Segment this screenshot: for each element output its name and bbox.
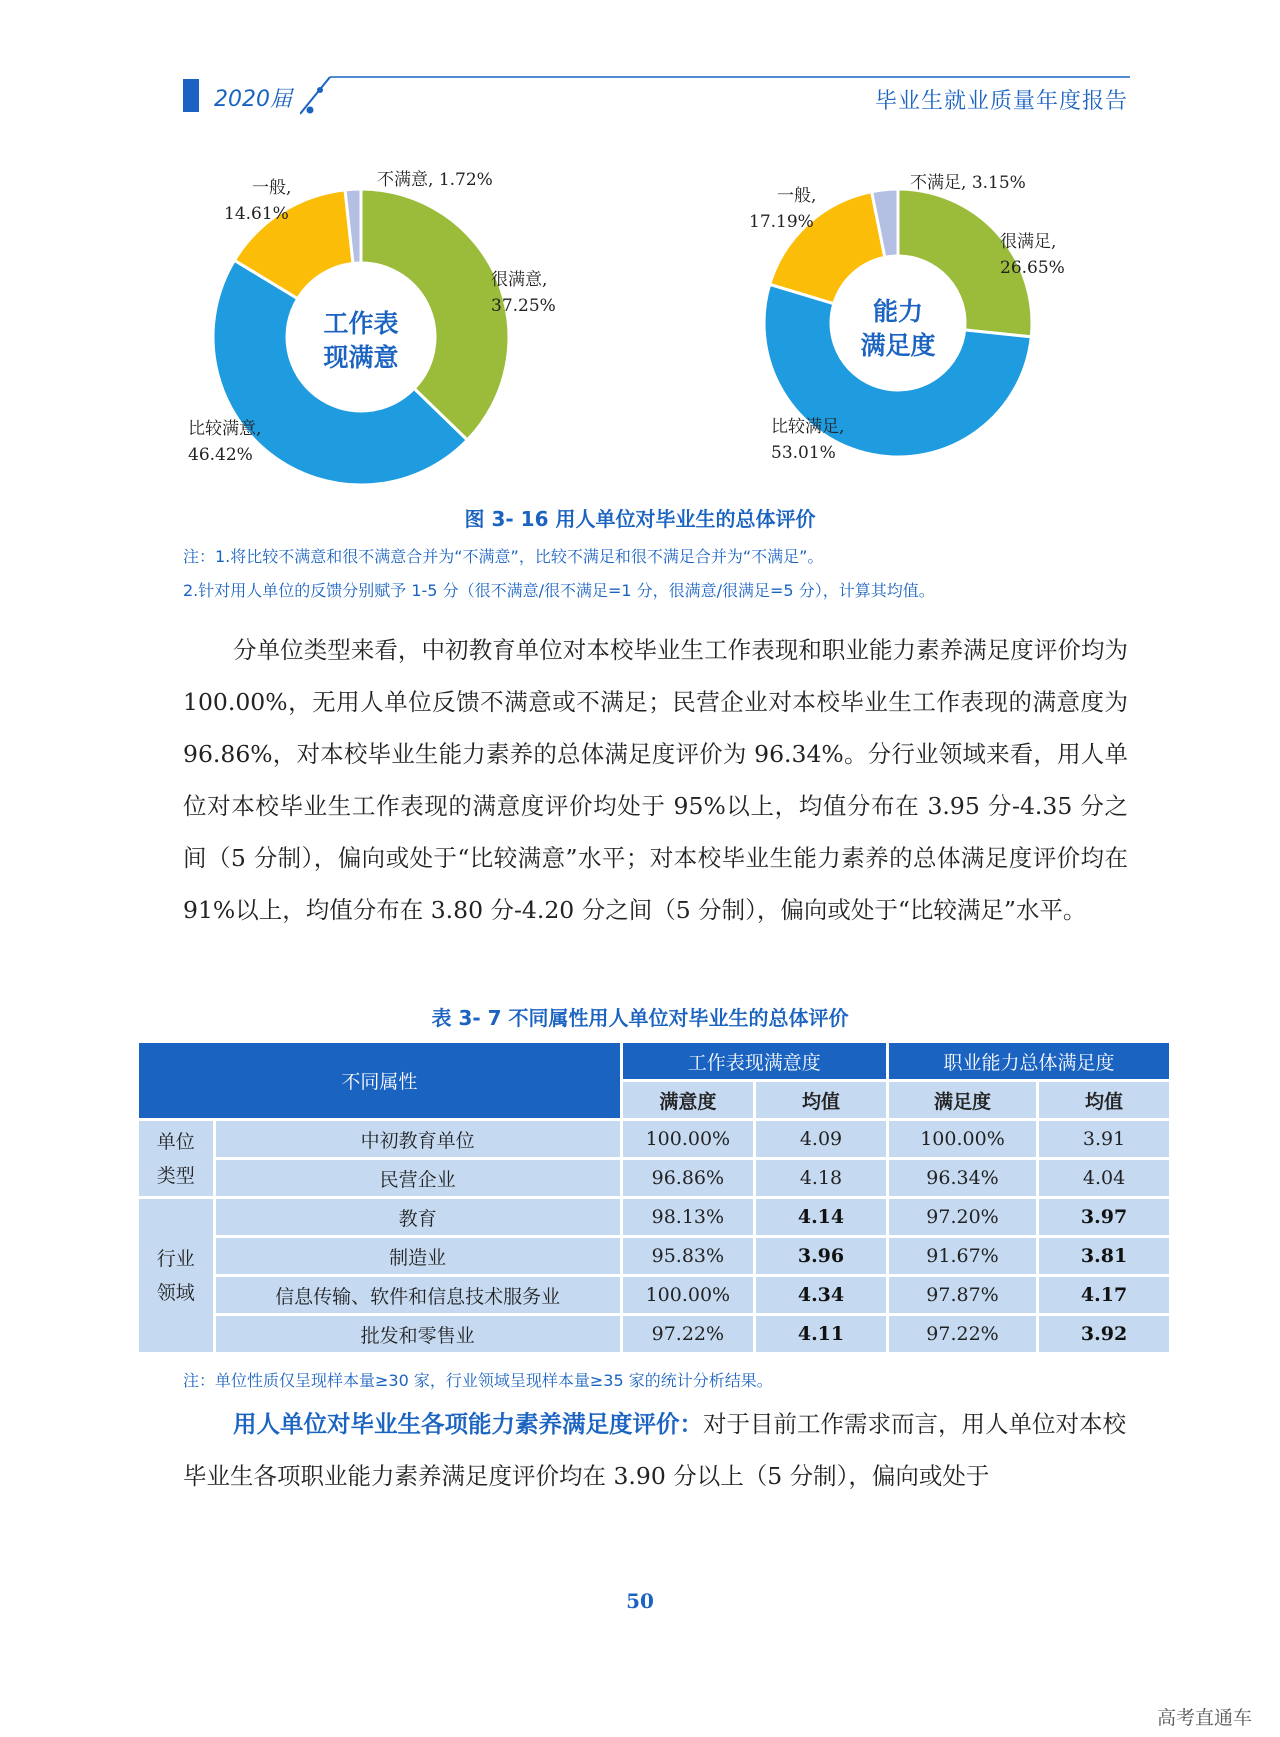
table-cell: 3.96	[756, 1238, 886, 1274]
pie1-label-neutral: 一般, 14.61%	[224, 178, 292, 224]
table-cell: 3.81	[1039, 1238, 1169, 1274]
table-cell: 3.92	[1039, 1316, 1169, 1352]
header-report-title: 毕业生就业质量年度报告	[874, 89, 1128, 114]
table-subheader: 满意度	[623, 1082, 753, 1118]
table-row-name: 信息传输、软件和信息技术服务业	[216, 1277, 620, 1313]
table-cell: 4.18	[756, 1160, 886, 1196]
table-cell: 4.11	[756, 1316, 886, 1352]
table-row	[139, 1160, 1169, 1196]
pie1-title-line1: 工作表	[323, 309, 399, 338]
table-cell: 95.83%	[623, 1238, 753, 1274]
pie2-label-fairly-met: 比较满足, 53.01%	[771, 417, 845, 463]
pie2-title-line1: 能力	[872, 297, 923, 326]
watermark-text: 高考直通车	[1156, 1707, 1252, 1729]
table-row	[139, 1199, 1169, 1235]
table-cell: 4.34	[756, 1277, 886, 1313]
table-group-unit-type: 单位类型	[139, 1121, 213, 1196]
pie2-label-unmet: 不满足, 3.15%	[910, 173, 1026, 193]
pie2-label-neutral: 一般, 17.19%	[749, 186, 817, 232]
figure-caption: 图 3- 16 用人单位对毕业生的总体评价	[464, 507, 816, 531]
figure-note-2: 2.针对用人单位的反馈分别赋予 1-5 分（很不满意/很不满足=1 分，很满意/很满足=5 分），计算其均值。	[183, 581, 935, 600]
body-paragraph-2	[183, 1398, 1128, 1502]
table-cell: 100.00%	[623, 1277, 753, 1313]
table-cell: 98.13%	[623, 1199, 753, 1235]
table-cell: 4.09	[756, 1121, 886, 1157]
table-row-name: 中初教育单位	[216, 1121, 620, 1157]
table-row-name: 教育	[216, 1199, 620, 1235]
table-cell: 4.14	[756, 1199, 886, 1235]
table-row-name: 批发和零售业	[216, 1316, 620, 1352]
pie1-label-dissatisfied: 不满意, 1.72%	[377, 170, 493, 190]
table-row	[139, 1238, 1169, 1274]
table-cell: 91.67%	[889, 1238, 1036, 1274]
table-cell: 96.86%	[623, 1160, 753, 1196]
table-header-attribute: 不同属性	[139, 1043, 620, 1118]
table-header-work-satisfaction: 工作表现满意度	[623, 1043, 886, 1079]
paragraph-2-text: 对于目前工作需求而言，用人单位对本校毕业生各项职业能力素养满足度评价均在 3.90 分以上（5 分制），偏向或处于	[183, 1410, 1126, 1490]
pie2-center-title	[833, 295, 963, 363]
table-row	[139, 1316, 1169, 1352]
evaluation-table	[136, 1040, 1172, 1355]
table-cell: 96.34%	[889, 1160, 1036, 1196]
table-subheader: 均值	[756, 1082, 886, 1118]
header-year: 2020届	[214, 87, 292, 112]
table-subheader: 均值	[1039, 1082, 1169, 1118]
table-row-name: 制造业	[216, 1238, 620, 1274]
table-note: 注：单位性质仅呈现样本量≥30 家，行业领域呈现样本量≥35 家的统计分析结果。	[183, 1371, 773, 1390]
table-group-industry: 行业领域	[139, 1199, 213, 1352]
table-cell: 97.20%	[889, 1199, 1036, 1235]
figure-note-1: 注：1.将比较不满意和很不满意合并为“不满意”，比较不满足和很不满足合并为“不满足”。	[183, 547, 824, 566]
pie2-title-line2: 满足度	[860, 331, 936, 360]
table-cell: 97.22%	[889, 1316, 1036, 1352]
header-accent-bar	[183, 79, 199, 112]
pie1-title-line2: 现满意	[323, 343, 399, 372]
table-row	[139, 1121, 1169, 1157]
table-cell: 100.00%	[889, 1121, 1036, 1157]
paragraph-lead-heading: 用人单位对毕业生各项能力素养满足度评价：	[233, 1410, 703, 1438]
table-cell: 4.04	[1039, 1160, 1169, 1196]
table-header-ability-satisfaction: 职业能力总体满足度	[889, 1043, 1169, 1079]
table-cell: 3.97	[1039, 1199, 1169, 1235]
table-caption: 表 3- 7 不同属性用人单位对毕业生的总体评价	[431, 1006, 849, 1030]
table-cell: 100.00%	[623, 1121, 753, 1157]
table-subheader: 满足度	[889, 1082, 1036, 1118]
table-row	[139, 1277, 1169, 1313]
table-cell: 97.87%	[889, 1277, 1036, 1313]
pie1-label-fairly-satisfied: 比较满意, 46.42%	[188, 419, 262, 465]
body-paragraph-1: 分单位类型来看，中初教育单位对本校毕业生工作表现和职业能力素养满足度评价均为 100.00%，无用人单位反馈不满意或不满足；民营企业对本校毕业生工作表现的满意度为 96.86%，对本校毕业生能力素养的总体满足度评价为 96.34%。分行业领域来看，用人单位对本校毕业生工作表现的满意度评价均处于 95%以上，均值分布在 3.95 分-4.35 分之间（5 分制），偏向或处于“比较满意”水平；对本校毕业生能力素养的总体满足度评价均在 91%以上，均值分布在 3.80 分-4.20 分之间（5 分制），偏向或处于“比较满足”水平。	[183, 636, 1128, 924]
pie1-center-title	[296, 307, 426, 375]
table-cell: 97.22%	[623, 1316, 753, 1352]
page-number: 50	[626, 1589, 654, 1613]
table-cell: 3.91	[1039, 1121, 1169, 1157]
table-cell: 4.17	[1039, 1277, 1169, 1313]
table-row-name: 民营企业	[216, 1160, 620, 1196]
pie2-label-very-met: 很满足, 26.65%	[1000, 232, 1065, 278]
pie1-label-very-satisfied: 很满意, 37.25%	[491, 270, 556, 316]
